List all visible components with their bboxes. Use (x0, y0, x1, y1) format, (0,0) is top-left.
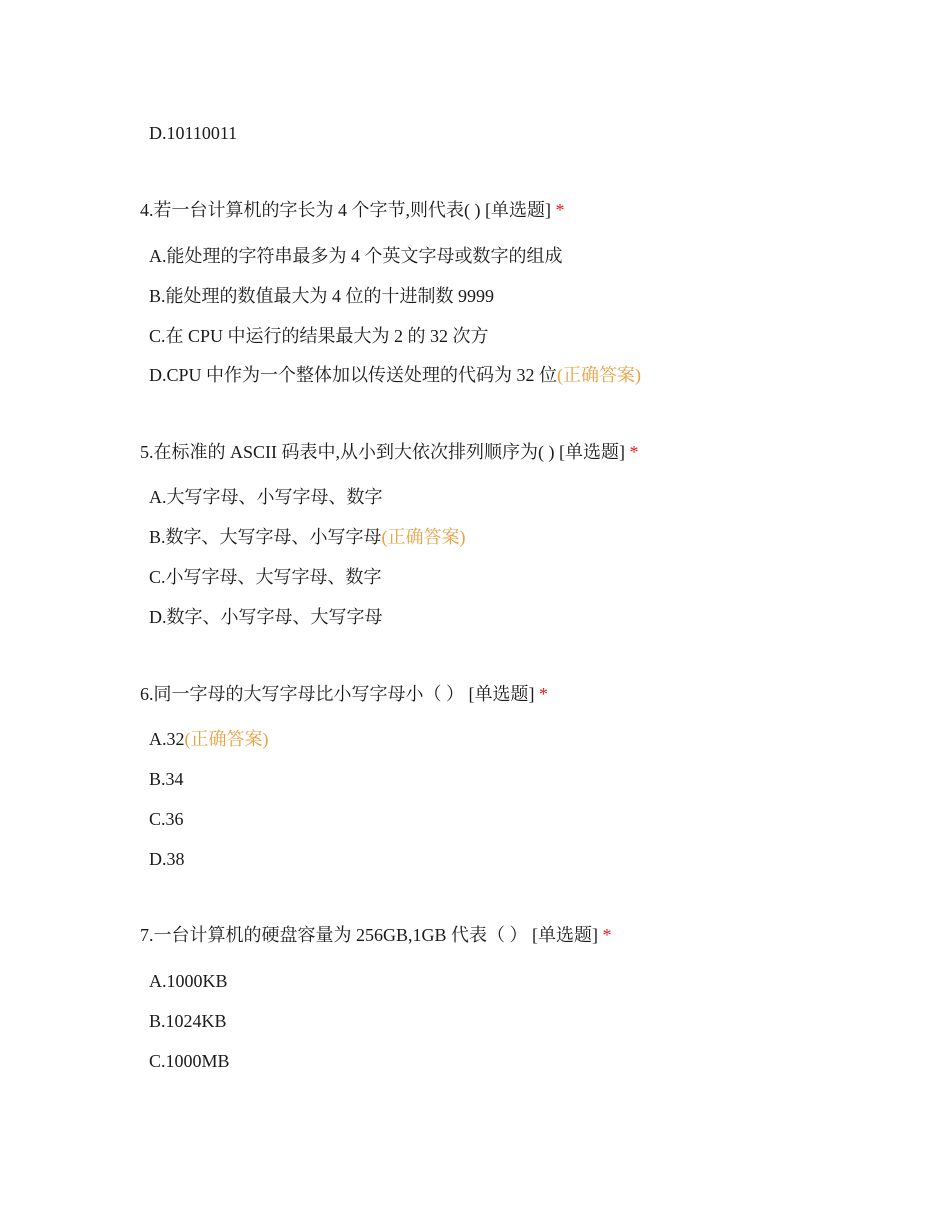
question-text: 5.在标准的 ASCII 码表中,从小到大依次排列顺序为( ) [单选题] (140, 442, 625, 462)
option-text: D.10110011 (149, 123, 238, 143)
option-text: D.38 (149, 849, 185, 869)
correct-answer-tag: (正确答案) (557, 365, 642, 385)
question-4-option-a (149, 244, 563, 268)
option-text: C.在 CPU 中运行的结果最大为 2 的 32 次方 (149, 326, 489, 346)
question-text: 6.同一字母的大写字母比小写字母小（ ） [单选题] (140, 684, 535, 704)
question-6-title (140, 682, 548, 706)
question-5-option-c (149, 565, 382, 589)
question-4-option-c (149, 324, 489, 348)
option-text: D.CPU 中作为一个整体加以传送处理的代码为 32 位 (149, 365, 558, 385)
option-text: C.1000MB (149, 1051, 230, 1071)
correct-answer-tag: (正确答案) (381, 527, 466, 547)
option-text: A.大写字母、小写字母、数字 (149, 487, 383, 507)
option-text: B.能处理的数值最大为 4 位的十进制数 9999 (149, 286, 495, 306)
question-5-option-a (149, 485, 383, 509)
question-text: 4.若一台计算机的字长为 4 个字节,则代表( ) [单选题] (140, 200, 551, 220)
option-text: A.32 (149, 729, 185, 749)
option-text: C.小写字母、大写字母、数字 (149, 567, 382, 587)
question-6-option-b (149, 767, 184, 791)
correct-answer-tag: (正确答案) (184, 729, 269, 749)
question-6-option-a (149, 727, 269, 751)
question-5-option-d (149, 605, 383, 629)
question-4-option-b (149, 284, 494, 308)
option-text: B.1024KB (149, 1011, 227, 1031)
question-5-option-b (149, 525, 466, 549)
option-text: C.36 (149, 809, 184, 829)
question-4-option-d (149, 363, 641, 387)
question-7-option-b (149, 1009, 227, 1033)
option-text: B.34 (149, 769, 184, 789)
option-prev-d (149, 121, 237, 145)
option-text: D.数字、小写字母、大写字母 (149, 607, 383, 627)
question-7-title (140, 923, 612, 947)
required-mark: * (539, 684, 548, 704)
question-6-option-c (149, 807, 184, 831)
question-7-option-c (149, 1049, 230, 1073)
required-mark: * (629, 442, 639, 462)
question-text: 7.一台计算机的硬盘容量为 256GB,1GB 代表（ ） [单选题] (140, 925, 598, 945)
option-text: A.1000KB (149, 971, 228, 991)
required-mark: * (602, 925, 612, 945)
option-text: B.数字、大写字母、小写字母 (149, 527, 382, 547)
question-7-option-a (149, 969, 228, 993)
option-text: A.能处理的字符串最多为 4 个英文字母或数字的组成 (149, 246, 563, 266)
required-mark: * (555, 200, 565, 220)
question-5-title (140, 440, 638, 464)
question-6-option-d (149, 847, 185, 871)
question-4-title (140, 198, 564, 222)
